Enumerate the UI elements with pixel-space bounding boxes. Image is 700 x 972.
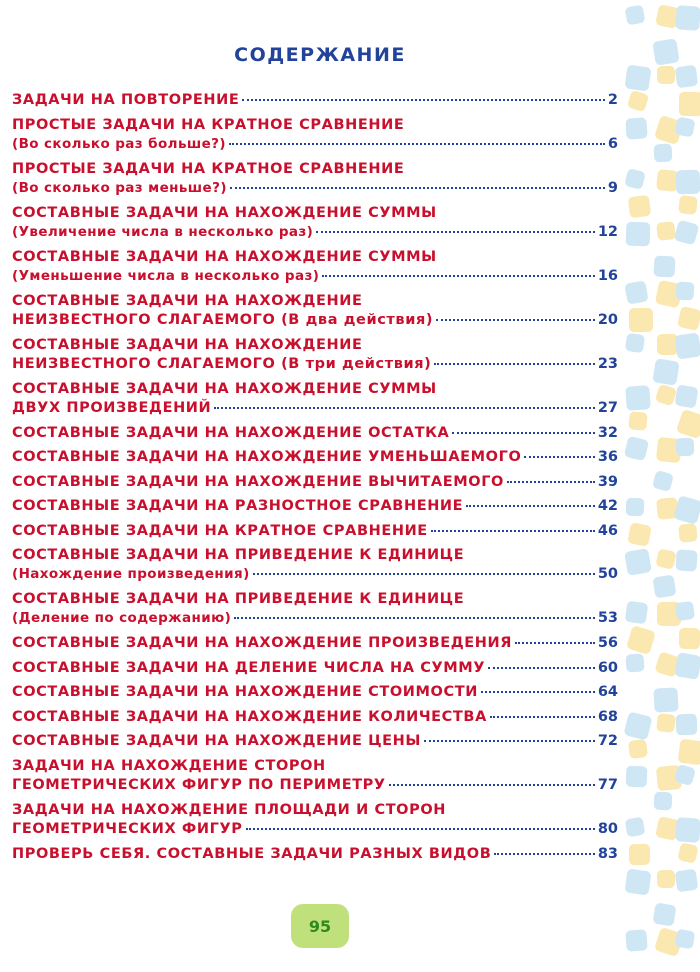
toc-entry-title: СОСТАВНЫЕ ЗАДАЧИ НА НАХОЖДЕНИЕ СТОИМОСТИ xyxy=(12,684,478,700)
decor-square xyxy=(626,766,648,788)
toc-entry-subtitle: ГЕОМЕТРИЧЕСКИХ ФИГУР ПО ПЕРИМЕТРУ xyxy=(12,776,386,793)
dot-leader xyxy=(242,99,605,101)
toc-entry[interactable] xyxy=(12,204,618,242)
decor-square xyxy=(675,869,699,893)
dot-leader xyxy=(436,319,595,321)
dot-leader xyxy=(246,828,595,830)
dot-leader xyxy=(434,363,594,365)
decor-square xyxy=(625,601,649,625)
toc-entry-subtitle: НЕИЗВЕСТНОГО СЛАГАЕМОГО (В три действия) xyxy=(12,355,432,372)
toc-entry[interactable] xyxy=(12,590,618,628)
toc-entry-title: СОСТАВНЫЕ ЗАДАЧИ НА НАХОЖДЕНИЕ КОЛИЧЕСТВА xyxy=(12,708,487,725)
decor-square xyxy=(678,739,700,766)
toc-entry[interactable] xyxy=(12,546,618,584)
toc-entry[interactable] xyxy=(12,845,618,864)
decor-square xyxy=(674,220,700,246)
toc-entry[interactable] xyxy=(12,757,618,795)
decor-square xyxy=(625,5,646,26)
decor-square xyxy=(675,549,697,571)
dot-leader xyxy=(466,505,595,507)
page-title: СОДЕРЖАНИЕ xyxy=(234,44,406,66)
dot-leader xyxy=(389,784,595,786)
decor-square xyxy=(674,652,700,680)
dot-leader xyxy=(488,667,595,669)
toc-entry-title: СОСТАВНЫЕ ЗАДАЧИ НА НАХОЖДЕНИЕ ОСТАТКА xyxy=(12,424,450,441)
toc-entry[interactable] xyxy=(12,248,618,286)
toc-entry-subtitle: (Увеличение числа в несколько раз) xyxy=(12,223,314,240)
decor-square xyxy=(675,929,696,950)
toc-entry[interactable] xyxy=(12,91,618,110)
dot-leader xyxy=(322,275,595,277)
decor-square xyxy=(675,65,699,89)
decor-square xyxy=(623,711,652,740)
toc-entry-subtitle: (Деление по содержанию) xyxy=(12,610,232,626)
toc-page-number: 32 xyxy=(597,424,618,441)
toc-entry[interactable] xyxy=(12,801,618,839)
decor-square xyxy=(652,470,674,492)
dot-leader xyxy=(515,642,595,644)
decor-square xyxy=(625,929,647,951)
toc-entry[interactable] xyxy=(12,160,618,198)
decor-square xyxy=(656,221,676,241)
toc-entry[interactable] xyxy=(12,732,618,751)
decor-square xyxy=(652,358,679,385)
decor-square xyxy=(653,687,678,712)
decor-square xyxy=(656,713,676,733)
toc-page-number: 72 xyxy=(597,733,618,749)
toc-entry[interactable] xyxy=(12,473,618,492)
toc-page-number: 64 xyxy=(597,684,618,700)
toc-entry[interactable] xyxy=(12,634,618,653)
toc-page-number: 77 xyxy=(597,776,618,793)
decor-square xyxy=(624,280,648,304)
toc-entry[interactable] xyxy=(12,292,618,330)
dot-leader xyxy=(424,740,595,742)
decor-square xyxy=(675,281,694,300)
decor-square xyxy=(676,170,700,195)
decor-square xyxy=(624,168,646,190)
decor-square xyxy=(655,384,678,407)
dot-leader xyxy=(230,187,605,189)
dot-leader xyxy=(431,530,595,532)
toc-entry[interactable] xyxy=(12,497,618,516)
toc-page-number: 53 xyxy=(597,610,618,626)
dot-leader xyxy=(214,407,595,409)
decor-square xyxy=(678,523,698,543)
decor-square xyxy=(627,522,652,547)
decor-square xyxy=(626,222,651,247)
decor-square xyxy=(652,902,676,926)
toc-entry-title: СОСТАВНЫЕ ЗАДАЧИ НА НАХОЖДЕНИЕ ВЫЧИТАЕМОГО xyxy=(12,473,504,490)
toc-entry[interactable] xyxy=(12,683,618,702)
toc-page-number: 68 xyxy=(597,708,618,725)
toc-entry-title: СОСТАВНЫЕ ЗАДАЧИ НА КРАТНОЕ СРАВНЕНИЕ xyxy=(12,522,428,539)
decor-square xyxy=(673,495,700,525)
toc-page-number: 83 xyxy=(597,845,618,862)
decor-square xyxy=(627,90,649,112)
dot-leader xyxy=(234,617,595,619)
toc-page-number: 12 xyxy=(597,223,618,240)
dot-leader xyxy=(481,691,595,693)
decor-square xyxy=(675,117,696,138)
decor-square xyxy=(678,195,698,215)
decor-square xyxy=(654,144,673,163)
dot-leader xyxy=(229,143,605,145)
toc-entry-title: СОСТАВНЫЕ ЗАДАЧИ НА НАХОЖДЕНИЕ xyxy=(12,292,363,309)
toc-entry[interactable] xyxy=(12,708,618,727)
toc-page-number: 60 xyxy=(597,659,618,676)
toc-entry-title: СОСТАВНЫЕ ЗАДАЧИ НА ПРИВЕДЕНИЕ К ЕДИНИЦЕ xyxy=(12,591,465,607)
toc-entry-subtitle: (Уменьшение числа в несколько раз) xyxy=(12,267,320,284)
decor-square xyxy=(652,38,679,65)
toc-entry-subtitle: (Во сколько раз меньше?) xyxy=(12,179,227,196)
decor-square xyxy=(654,792,673,811)
toc-page-number: 50 xyxy=(597,566,618,582)
decor-square xyxy=(679,628,700,649)
page-number: 95 xyxy=(308,916,332,936)
dot-leader xyxy=(524,456,594,458)
toc-entry-title: СОСТАВНЫЕ ЗАДАЧИ НА НАХОЖДЕНИЕ ПРОИЗВЕДЕНИЯ xyxy=(12,635,513,651)
toc-page-number: 20 xyxy=(597,311,618,328)
toc-page-number: 42 xyxy=(597,498,618,514)
toc-entry-title: СОСТАВНЫЕ ЗАДАЧИ НА РАЗНОСТНОЕ СРАВНЕНИЕ xyxy=(12,498,464,514)
decor-square xyxy=(655,548,676,569)
toc-page-number: 80 xyxy=(597,820,618,837)
toc-page-number: 6 xyxy=(607,135,618,152)
toc-entry[interactable] xyxy=(12,522,618,541)
toc-entry[interactable] xyxy=(12,380,618,418)
dot-leader xyxy=(452,432,594,434)
decor-square xyxy=(625,385,651,411)
toc-page-number: 23 xyxy=(597,355,618,372)
decor-square xyxy=(625,817,646,838)
decor-square xyxy=(624,868,651,895)
toc-page-number: 56 xyxy=(597,635,618,651)
toc-entry-title: СОСТАВНЫЕ ЗАДАЧИ НА НАХОЖДЕНИЕ ЦЕНЫ xyxy=(12,733,422,749)
decor-square xyxy=(652,574,676,598)
decor-square xyxy=(676,409,700,440)
decor-square xyxy=(626,625,656,655)
toc-entry-title: ЗАДАЧИ НА НАХОЖДЕНИЕ ПЛОЩАДИ И СТОРОН xyxy=(12,801,446,818)
toc-entry-title: СОСТАВНЫЕ ЗАДАЧИ НА НАХОЖДЕНИЕ xyxy=(12,336,363,353)
toc-entry[interactable] xyxy=(12,336,618,374)
decor-square xyxy=(674,332,700,359)
decor-square xyxy=(676,714,698,736)
decor-square xyxy=(624,64,651,91)
decor-square xyxy=(675,817,700,843)
toc-page-number: 16 xyxy=(597,267,618,284)
toc-entry-subtitle: ДВУХ ПРОИЗВЕДЕНИЙ xyxy=(12,399,212,416)
toc-entry[interactable] xyxy=(12,424,618,443)
toc-entry-title: СОСТАВНЫЕ ЗАДАЧИ НА ДЕЛЕНИЕ ЧИСЛА НА СУММУ xyxy=(12,659,486,676)
decor-square xyxy=(628,195,651,218)
toc-entry[interactable] xyxy=(12,659,618,678)
dot-leader xyxy=(253,573,595,575)
decor-square xyxy=(657,66,675,84)
toc-entry-title: ЗАДАЧИ НА НАХОЖДЕНИЕ СТОРОН xyxy=(12,757,326,774)
toc-entry[interactable] xyxy=(12,448,618,467)
decorative-squares xyxy=(620,0,700,972)
dot-leader xyxy=(490,716,595,718)
decor-square xyxy=(626,498,645,517)
toc-entry-title: ПРОСТЫЕ ЗАДАЧИ НА КРАТНОЕ СРАВНЕНИЕ xyxy=(12,160,405,177)
decor-square xyxy=(653,255,675,277)
toc-entry-title: ЗАДАЧИ НА ПОВТОРЕНИЕ xyxy=(12,92,240,108)
toc-page-number: 9 xyxy=(607,179,618,196)
toc-entry-title: СОСТАВНЫЕ ЗАДАЧИ НА НАХОЖДЕНИЕ СУММЫ xyxy=(12,380,437,397)
decor-square xyxy=(624,548,652,576)
decor-square xyxy=(628,411,648,431)
decor-square xyxy=(629,844,650,865)
decor-square xyxy=(674,384,698,408)
decor-square xyxy=(629,308,653,332)
decor-square xyxy=(679,92,700,116)
decor-square xyxy=(625,333,645,353)
decor-square xyxy=(657,870,675,888)
toc-entry-subtitle: ГЕОМЕТРИЧЕСКИХ ФИГУР xyxy=(12,820,243,837)
toc-entry[interactable] xyxy=(12,116,618,154)
decor-square xyxy=(677,306,700,331)
toc-page-number: 27 xyxy=(597,399,618,416)
dot-leader xyxy=(507,481,595,483)
decor-square xyxy=(676,438,695,457)
toc-entry-title: СОСТАВНЫЕ ЗАДАЧИ НА НАХОЖДЕНИЕ СУММЫ xyxy=(12,204,437,221)
decor-square xyxy=(625,653,644,672)
dot-leader xyxy=(494,853,594,855)
toc-page-number: 36 xyxy=(597,449,618,465)
decor-square xyxy=(675,5,700,31)
decor-square xyxy=(625,117,647,139)
toc-entry-subtitle: (Нахождение произведения) xyxy=(12,566,250,582)
toc-page-number: 46 xyxy=(597,522,618,539)
toc-entry-title: СОСТАВНЫЕ ЗАДАЧИ НА ПРИВЕДЕНИЕ К ЕДИНИЦЕ xyxy=(12,547,465,563)
toc-entry-title: СОСТАВНЫЕ ЗАДАЧИ НА НАХОЖДЕНИЕ УМЕНЬШАЕМОГО xyxy=(12,449,522,465)
decor-square xyxy=(675,601,695,621)
page-number-badge xyxy=(291,904,349,948)
toc-page-number: 2 xyxy=(607,92,618,108)
dot-leader xyxy=(316,231,595,233)
toc-entry-subtitle: (Во сколько раз больше?) xyxy=(12,135,226,152)
decor-square xyxy=(624,436,649,461)
toc-entry-title: ПРОСТЫЕ ЗАДАЧИ НА КРАТНОЕ СРАВНЕНИЕ xyxy=(12,116,405,133)
toc-page-number: 39 xyxy=(597,473,618,490)
toc-entry-subtitle: НЕИЗВЕСТНОГО СЛАГАЕМОГО (В два действия) xyxy=(12,311,434,328)
decor-square xyxy=(677,842,699,864)
decor-square xyxy=(628,739,648,759)
toc-entry-title: ПРОВЕРЬ СЕБЯ. СОСТАВНЫЕ ЗАДАЧИ РАЗНЫХ ВИДОВ xyxy=(12,845,492,862)
toc-entry-title: СОСТАВНЫЕ ЗАДАЧИ НА НАХОЖДЕНИЕ СУММЫ xyxy=(12,248,437,265)
